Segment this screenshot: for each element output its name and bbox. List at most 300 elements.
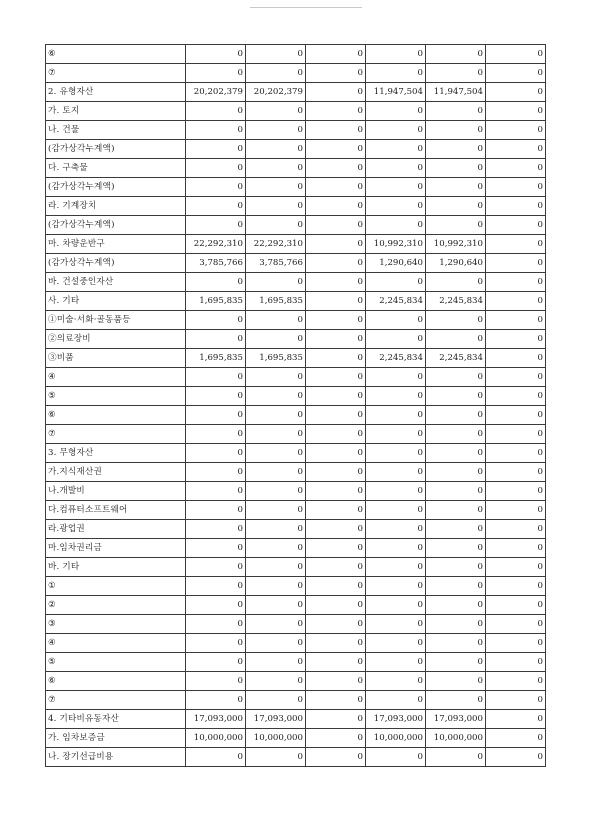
value-cell: 0 [186,45,246,64]
value-cell: 0 [426,273,486,292]
value-cell: 0 [306,482,366,501]
value-cell: 0 [246,64,306,83]
value-cell: 0 [186,140,246,159]
value-cell: 0 [366,482,426,501]
value-cell: 0 [486,710,546,729]
table-row [46,501,546,520]
value-cell: 0 [186,178,246,197]
value-cell: 0 [186,368,246,387]
value-cell: 0 [486,159,546,178]
row-label: 라.광업권 [46,520,186,539]
value-cell: 22,292,310 [186,235,246,254]
value-cell: 0 [486,406,546,425]
value-cell: 11,947,504 [366,83,426,102]
row-label: 바. 기타 [46,558,186,577]
value-cell: 0 [426,539,486,558]
table-row [46,634,546,653]
value-cell: 0 [306,672,366,691]
value-cell: 0 [246,634,306,653]
value-cell: 22,292,310 [246,235,306,254]
value-cell: 0 [306,501,366,520]
value-cell: 0 [426,425,486,444]
value-cell: 0 [306,558,366,577]
value-cell: 0 [366,45,426,64]
table-row [46,387,546,406]
value-cell: 1,695,835 [246,349,306,368]
value-cell: 0 [426,482,486,501]
value-cell: 0 [486,330,546,349]
value-cell: 0 [366,444,426,463]
value-cell: 0 [366,615,426,634]
row-label: ②의료장비 [46,330,186,349]
value-cell: 0 [366,197,426,216]
table-row [46,748,546,767]
value-cell: 0 [366,406,426,425]
value-cell: 0 [306,254,366,273]
value-cell: 17,093,000 [186,710,246,729]
table-row [46,368,546,387]
value-cell: 0 [486,539,546,558]
value-cell: 0 [306,691,366,710]
value-cell: 0 [366,273,426,292]
table-row [46,349,546,368]
value-cell: 0 [246,501,306,520]
value-cell: 0 [486,425,546,444]
value-cell: 0 [366,159,426,178]
value-cell: 0 [486,349,546,368]
value-cell: 0 [486,729,546,748]
asset-ledger-table [45,44,546,767]
row-label: ⑥ [46,45,186,64]
value-cell: 0 [366,748,426,767]
value-cell: 0 [366,387,426,406]
table-row [46,83,546,102]
value-cell: 17,093,000 [426,710,486,729]
table-row [46,691,546,710]
value-cell: 0 [186,748,246,767]
value-cell: 0 [186,159,246,178]
row-label: ⑦ [46,691,186,710]
value-cell: 0 [246,425,306,444]
row-label: ⑤ [46,653,186,672]
value-cell: 0 [486,463,546,482]
value-cell: 0 [246,45,306,64]
table-row [46,159,546,178]
value-cell: 0 [246,311,306,330]
value-cell: 11,947,504 [426,83,486,102]
table-row [46,178,546,197]
value-cell: 0 [486,83,546,102]
value-cell: 0 [486,501,546,520]
value-cell: 0 [486,273,546,292]
value-cell: 2,245,834 [366,349,426,368]
value-cell: 0 [306,311,366,330]
value-cell: 0 [366,577,426,596]
value-cell: 1,695,835 [186,349,246,368]
value-cell: 0 [426,577,486,596]
value-cell: 0 [246,159,306,178]
value-cell: 0 [306,216,366,235]
value-cell: 10,000,000 [186,729,246,748]
value-cell: 0 [306,729,366,748]
value-cell: 0 [426,444,486,463]
value-cell: 0 [306,444,366,463]
value-cell: 0 [246,121,306,140]
value-cell: 0 [306,615,366,634]
value-cell: 3,785,766 [186,254,246,273]
value-cell: 3,785,766 [246,254,306,273]
value-cell: 0 [246,197,306,216]
table-row [46,558,546,577]
value-cell: 17,093,000 [246,710,306,729]
value-cell: 0 [486,672,546,691]
value-cell: 0 [246,748,306,767]
value-cell: 0 [306,121,366,140]
table-row [46,140,546,159]
value-cell: 0 [186,425,246,444]
value-cell: 0 [246,387,306,406]
value-cell: 0 [246,615,306,634]
value-cell: 0 [306,463,366,482]
value-cell: 0 [426,463,486,482]
row-label: 가.지식재산권 [46,463,186,482]
value-cell: 0 [306,159,366,178]
value-cell: 0 [246,368,306,387]
row-label: ①미술·서화·골동품등 [46,311,186,330]
value-cell: 0 [186,406,246,425]
table-row [46,330,546,349]
value-cell: 20,202,379 [246,83,306,102]
table-row [46,444,546,463]
value-cell: 0 [486,235,546,254]
value-cell: 0 [426,406,486,425]
row-label: (감가상각누계액) [46,140,186,159]
table-row [46,235,546,254]
row-label: ⑦ [46,425,186,444]
value-cell: 0 [246,577,306,596]
table-row [46,463,546,482]
value-cell: 0 [486,387,546,406]
row-label: (감가상각누계액) [46,178,186,197]
row-label: ⑤ [46,387,186,406]
value-cell: 0 [366,463,426,482]
row-label: 라. 기계장치 [46,197,186,216]
value-cell: 0 [486,292,546,311]
row-label: 4. 기타비유동자산 [46,710,186,729]
value-cell: 1,695,835 [186,292,246,311]
row-label: 가. 토지 [46,102,186,121]
value-cell: 0 [246,539,306,558]
value-cell: 0 [366,121,426,140]
row-label: 다. 구축물 [46,159,186,178]
value-cell: 0 [186,596,246,615]
table-row [46,311,546,330]
value-cell: 0 [306,406,366,425]
value-cell: 0 [246,596,306,615]
value-cell: 0 [366,634,426,653]
value-cell: 1,695,835 [246,292,306,311]
value-cell: 17,093,000 [366,710,426,729]
ledger-body [46,45,546,767]
value-cell: 0 [186,273,246,292]
value-cell: 0 [186,463,246,482]
value-cell: 0 [246,444,306,463]
value-cell: 0 [246,406,306,425]
table-row [46,406,546,425]
value-cell: 0 [366,520,426,539]
value-cell: 0 [426,634,486,653]
value-cell: 0 [486,577,546,596]
row-label: 가. 임차보증금 [46,729,186,748]
table-row [46,615,546,634]
value-cell: 0 [306,292,366,311]
value-cell: 0 [486,748,546,767]
table-row [46,729,546,748]
value-cell: 0 [366,596,426,615]
value-cell: 0 [306,64,366,83]
value-cell: 0 [186,121,246,140]
value-cell: 0 [246,330,306,349]
value-cell: 0 [366,178,426,197]
row-label: 3. 무형자산 [46,444,186,463]
value-cell: 0 [486,444,546,463]
value-cell: 0 [306,710,366,729]
row-label: 바. 건설중인자산 [46,273,186,292]
value-cell: 10,992,310 [366,235,426,254]
value-cell: 0 [186,539,246,558]
value-cell: 0 [186,444,246,463]
table-row [46,577,546,596]
value-cell: 10,000,000 [246,729,306,748]
value-cell: 0 [426,102,486,121]
row-label: ④ [46,634,186,653]
value-cell: 0 [426,45,486,64]
value-cell: 1,290,640 [426,254,486,273]
value-cell: 0 [486,653,546,672]
value-cell: 0 [366,425,426,444]
row-label: ② [46,596,186,615]
table-row [46,273,546,292]
value-cell: 0 [486,178,546,197]
value-cell: 0 [366,140,426,159]
value-cell: 0 [186,64,246,83]
row-label: 사. 기타 [46,292,186,311]
value-cell: 0 [486,254,546,273]
value-cell: 0 [486,691,546,710]
value-cell: 0 [426,140,486,159]
table-row [46,539,546,558]
value-cell: 0 [306,425,366,444]
value-cell: 0 [486,311,546,330]
value-cell: 0 [186,482,246,501]
value-cell: 0 [426,558,486,577]
value-cell: 0 [426,691,486,710]
value-cell: 0 [306,102,366,121]
table-row [46,254,546,273]
value-cell: 10,992,310 [426,235,486,254]
value-cell: 0 [186,311,246,330]
value-cell: 0 [486,634,546,653]
table-row [46,45,546,64]
value-cell: 0 [426,672,486,691]
table-row [46,102,546,121]
value-cell: 0 [426,387,486,406]
value-cell: 1,290,640 [366,254,426,273]
value-cell: 0 [486,216,546,235]
value-cell: 0 [186,102,246,121]
value-cell: 0 [366,64,426,83]
value-cell: 0 [486,520,546,539]
row-label: 나.개발비 [46,482,186,501]
row-label: 나. 장기선급비용 [46,748,186,767]
value-cell: 0 [186,330,246,349]
value-cell: 0 [246,178,306,197]
value-cell: 0 [306,330,366,349]
value-cell: 0 [426,121,486,140]
value-cell: 0 [426,501,486,520]
value-cell: 0 [186,634,246,653]
row-label: 다.컴퓨터소프트웨어 [46,501,186,520]
value-cell: 0 [186,691,246,710]
value-cell: 0 [246,140,306,159]
value-cell: 0 [486,197,546,216]
row-label: 나. 건물 [46,121,186,140]
value-cell: 0 [486,615,546,634]
value-cell: 0 [366,672,426,691]
value-cell: 0 [486,121,546,140]
value-cell: 0 [426,615,486,634]
table-row [46,121,546,140]
row-label: 2. 유형자산 [46,83,186,102]
table-row [46,197,546,216]
value-cell: 0 [306,748,366,767]
row-label: ③비품 [46,349,186,368]
table-row [46,292,546,311]
value-cell: 0 [186,520,246,539]
value-cell: 0 [486,45,546,64]
table-row [46,482,546,501]
value-cell: 0 [306,596,366,615]
value-cell: 0 [426,520,486,539]
value-cell: 0 [426,311,486,330]
row-label: ⑥ [46,406,186,425]
value-cell: 0 [426,748,486,767]
page-top-line [250,7,362,8]
value-cell: 0 [426,216,486,235]
value-cell: 0 [246,102,306,121]
row-label: ④ [46,368,186,387]
row-label: (감가상각누계액) [46,216,186,235]
value-cell: 0 [306,634,366,653]
value-cell: 0 [366,691,426,710]
value-cell: 0 [426,596,486,615]
value-cell: 0 [186,216,246,235]
row-label: ⑥ [46,672,186,691]
value-cell: 0 [246,520,306,539]
value-cell: 0 [246,273,306,292]
value-cell: 0 [486,596,546,615]
value-cell: 2,245,834 [426,292,486,311]
value-cell: 0 [246,672,306,691]
value-cell: 0 [306,83,366,102]
value-cell: 0 [486,368,546,387]
table-row [46,672,546,691]
table-row [46,710,546,729]
value-cell: 2,245,834 [426,349,486,368]
value-cell: 0 [426,653,486,672]
row-label: ③ [46,615,186,634]
value-cell: 0 [186,387,246,406]
value-cell: 0 [366,653,426,672]
value-cell: 0 [306,273,366,292]
value-cell: 0 [186,653,246,672]
value-cell: 0 [366,558,426,577]
row-label: ① [46,577,186,596]
value-cell: 0 [426,368,486,387]
value-cell: 0 [246,558,306,577]
value-cell: 0 [366,102,426,121]
value-cell: 0 [486,482,546,501]
value-cell: 0 [426,178,486,197]
value-cell: 0 [426,197,486,216]
value-cell: 0 [366,216,426,235]
value-cell: 0 [426,159,486,178]
value-cell: 10,000,000 [366,729,426,748]
value-cell: 0 [366,501,426,520]
value-cell: 0 [246,653,306,672]
table-row [46,216,546,235]
value-cell: 0 [306,539,366,558]
value-cell: 0 [306,140,366,159]
value-cell: 0 [426,330,486,349]
value-cell: 0 [186,577,246,596]
value-cell: 0 [306,577,366,596]
value-cell: 0 [426,64,486,83]
value-cell: 0 [366,311,426,330]
value-cell: 0 [246,482,306,501]
value-cell: 0 [306,387,366,406]
value-cell: 0 [486,64,546,83]
value-cell: 0 [306,349,366,368]
row-label: (감가상각누계액) [46,254,186,273]
value-cell: 0 [306,197,366,216]
table-row [46,520,546,539]
value-cell: 0 [366,330,426,349]
value-cell: 0 [186,197,246,216]
value-cell: 0 [246,216,306,235]
row-label: 마. 차량운반구 [46,235,186,254]
value-cell: 0 [246,691,306,710]
value-cell: 0 [186,501,246,520]
table-row [46,596,546,615]
value-cell: 0 [306,368,366,387]
value-cell: 0 [486,140,546,159]
value-cell: 0 [366,368,426,387]
value-cell: 0 [306,235,366,254]
table-row [46,653,546,672]
value-cell: 0 [486,558,546,577]
value-cell: 0 [306,520,366,539]
table-row [46,64,546,83]
value-cell: 0 [306,45,366,64]
value-cell: 0 [246,463,306,482]
value-cell: 2,245,834 [366,292,426,311]
value-cell: 0 [186,558,246,577]
value-cell: 10,000,000 [426,729,486,748]
row-label: 마.임차권리금 [46,539,186,558]
value-cell: 0 [186,672,246,691]
value-cell: 20,202,379 [186,83,246,102]
